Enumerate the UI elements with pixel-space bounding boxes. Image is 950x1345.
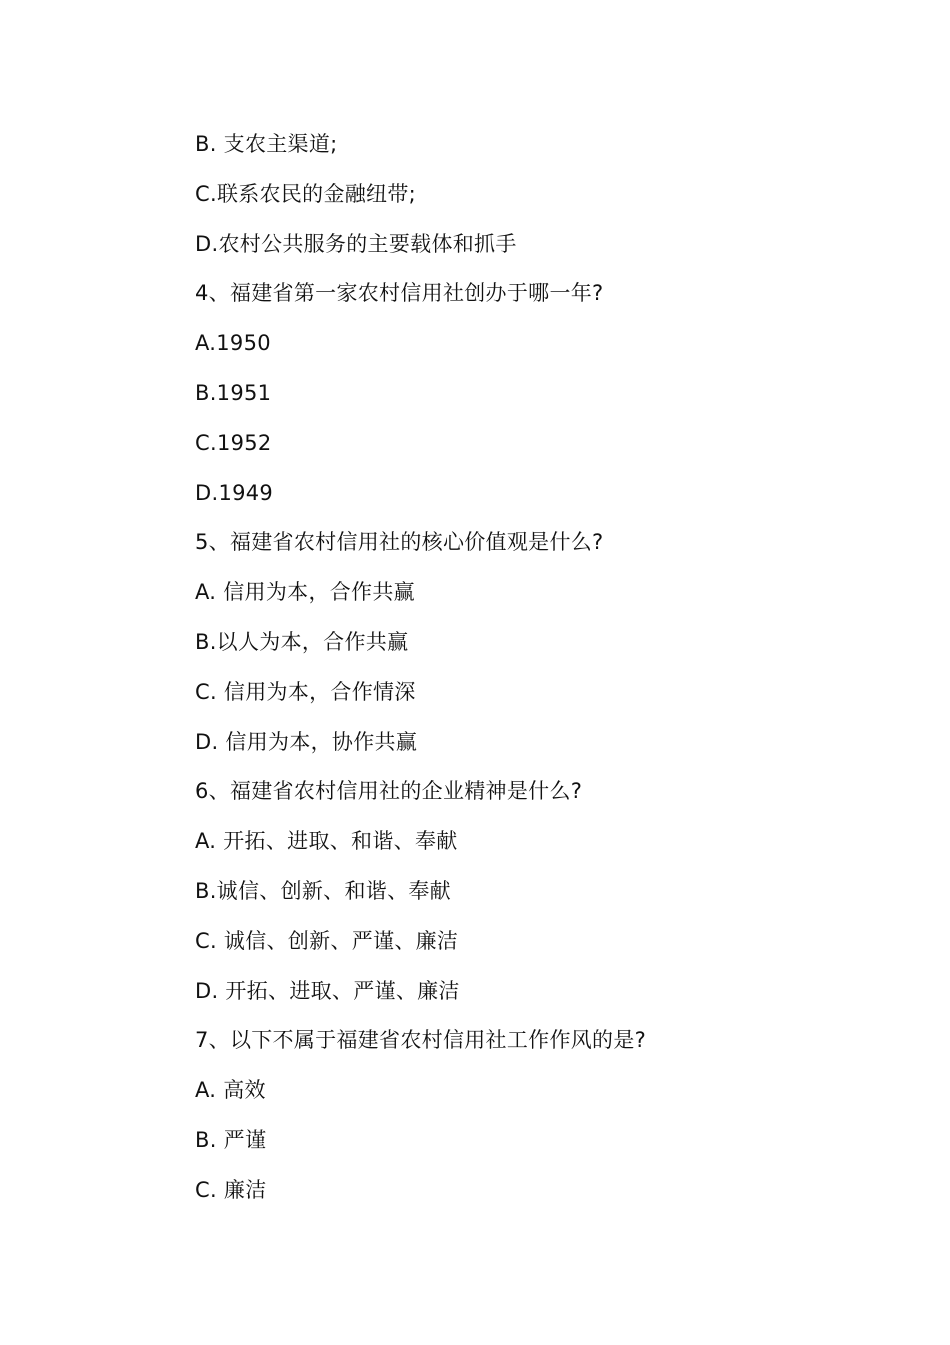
option-q5-b: B.以人为本，合作共赢	[195, 629, 409, 654]
document-body	[195, 127, 895, 1223]
option-q7-c: C. 廉洁	[195, 1177, 267, 1202]
question-4: 4、福建省第一家农村信用社创办于哪一年?	[195, 281, 604, 306]
question-6: 6、福建省农村信用社的企业精神是什么?	[195, 779, 583, 804]
option-q4-c: C.1952	[195, 430, 272, 455]
option-q5-c: C. 信用为本，合作情深	[195, 679, 416, 704]
option-q7-b: B. 严谨	[195, 1127, 267, 1152]
option-q3-b: B. 支农主渠道;	[195, 132, 338, 156]
option-q6-d: D. 开拓、进取、严谨、廉洁	[195, 978, 460, 1003]
option-q5-a: A. 信用为本，合作共赢	[195, 580, 415, 605]
question-7: 7、以下不属于福建省农村信用社工作作风的是?	[195, 1028, 647, 1053]
option-q5-d: D. 信用为本，协作共赢	[195, 729, 418, 754]
option-q4-b: B.1951	[195, 380, 272, 405]
option-q4-a: A.1950	[195, 331, 271, 356]
option-q6-c: C. 诚信、创新、严谨、廉洁	[195, 928, 459, 953]
option-q7-a: A. 高效	[195, 1078, 266, 1103]
option-q3-d: D.农村公共服务的主要载体和抓手	[195, 231, 517, 256]
option-q4-d: D.1949	[195, 480, 274, 505]
option-q3-c: C.联系农民的金融纽带;	[195, 181, 417, 206]
option-q6-a: A. 开拓、进取、和谐、奉献	[195, 829, 458, 854]
question-5: 5、福建省农村信用社的核心价值观是什么?	[195, 530, 604, 555]
option-q6-b: B.诚信、创新、和谐、奉献	[195, 878, 451, 903]
